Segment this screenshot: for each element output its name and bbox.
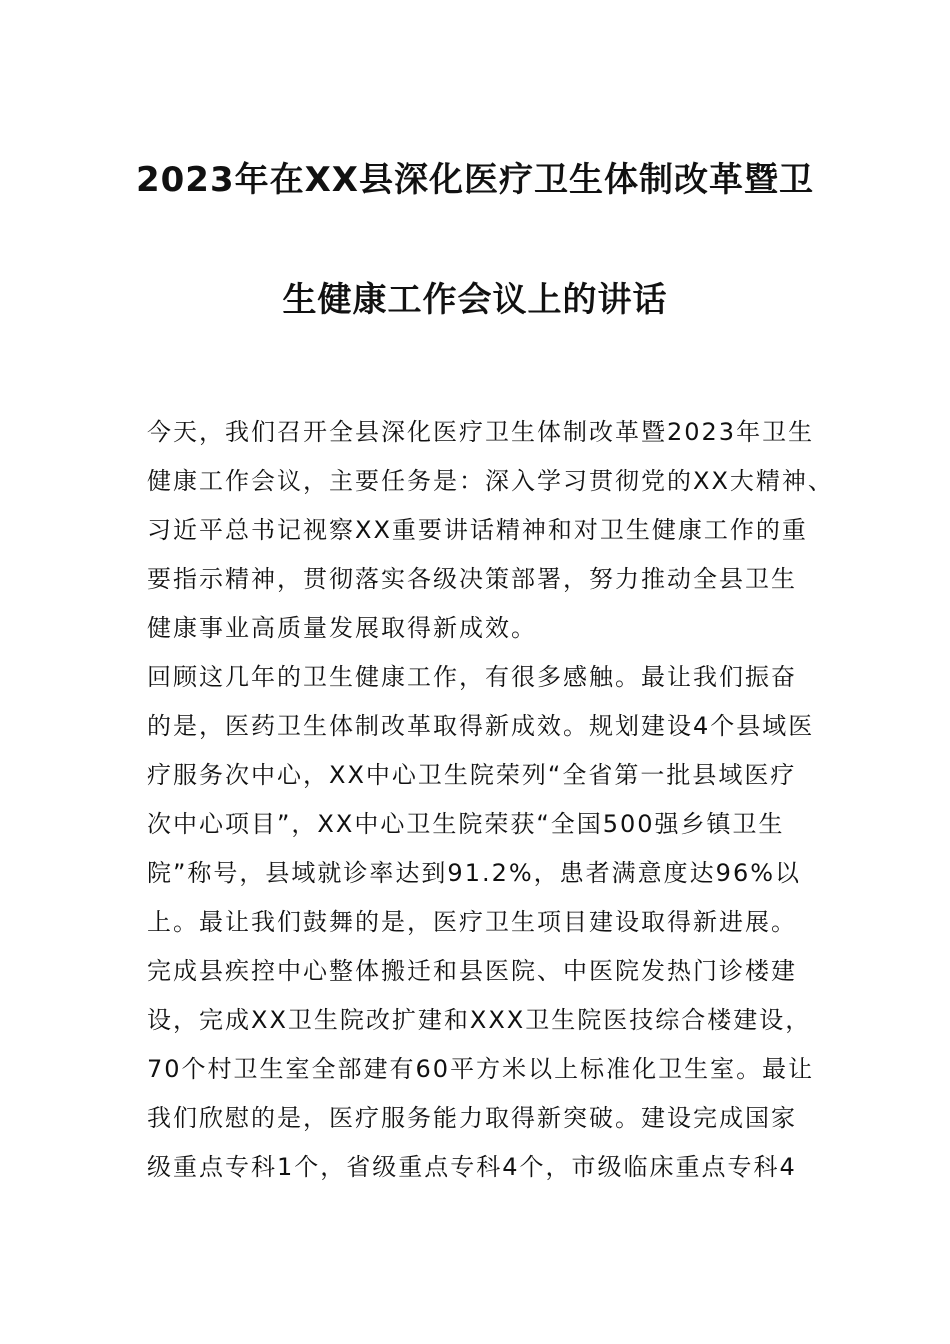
body-line: 疗服务次中心，XX中心卫生院荣列“全省第一批县域医疗 xyxy=(147,761,797,789)
body-line: 健康事业高质量发展取得新成效。 xyxy=(147,614,537,642)
body-line: 今天，我们召开全县深化医疗卫生体制改革暨2023年卫生 xyxy=(147,418,815,446)
body-line: 回顾这几年的卫生健康工作，有很多感触。最让我们振奋 xyxy=(147,663,797,691)
body-line: 级重点专科1个，省级重点专科4个，市级临床重点专科4 xyxy=(147,1153,797,1181)
body-line: 70个村卫生室全部建有60平方米以上标准化卫生室。最让 xyxy=(147,1055,815,1083)
body-line: 上。最让我们鼓舞的是，医疗卫生项目建设取得新进展。 xyxy=(147,908,797,936)
body-line: 次中心项目”，XX中心卫生院荣获“全国500强乡镇卫生 xyxy=(147,810,785,838)
body-line: 我们欣慰的是，医疗服务能力取得新突破。建设完成国家 xyxy=(147,1104,797,1132)
body-line: 完成县疾控中心整体搬迁和县医院、中医院发热门诊楼建 xyxy=(147,957,797,985)
body-line: 院”称号，县域就诊率达到91.2%，患者满意度达96%以 xyxy=(147,859,802,887)
body-line: 设，完成XX卫生院改扩建和XXX卫生院医技综合楼建设， xyxy=(147,1006,812,1034)
body-line: 的是，医药卫生体制改革取得新成效。规划建设4个县域医 xyxy=(147,712,815,740)
document-title-line-2: 生健康工作会议上的讲话 xyxy=(282,280,668,320)
body-line: 习近平总书记视察XX重要讲话精神和对卫生健康工作的重 xyxy=(147,516,808,544)
body-line: 健康工作会议，主要任务是：深入学习贯彻党的XX大精神、 xyxy=(147,467,834,495)
document-title-line-1: 2023年在XX县深化医疗卫生体制改革暨卫 xyxy=(135,160,815,200)
body-line: 要指示精神，贯彻落实各级决策部署，努力推动全县卫生 xyxy=(147,565,797,593)
